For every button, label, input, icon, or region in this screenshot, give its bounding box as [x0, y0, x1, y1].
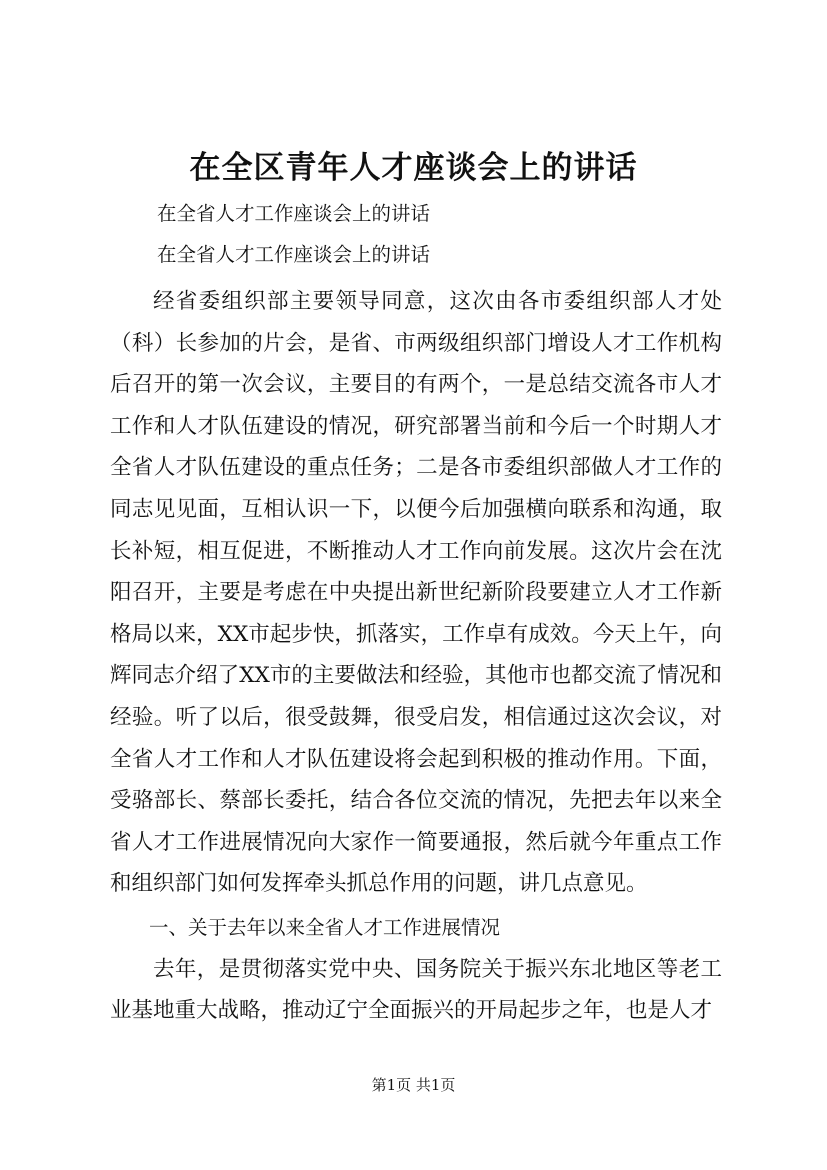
- section-heading: 一、关于去年以来全省人才工作进展情况: [149, 915, 501, 939]
- document-title: 在全区青年人才座谈会上的讲话: [189, 150, 638, 186]
- subtitle-line-1: 在全省人才工作座谈会上的讲话: [157, 202, 431, 225]
- body-paragraph-intro: 经省委组织部主要领导同意，这次由各市委组织部人才处（科）长参加的片会，是省、市两级组织部门增设人才工作机构后召开的第一次会议，主要目的有两个，一是总结交流各市人才工作和人才队伍建设的情况，研究部署当前和今后一个时期人才全省人才队伍建设的重点任务；二是各市委组织部做人才工作的同志见见面，互相认识一下，以便今后加强横向联系和沟通，取长补短，相互促进，不断推动人才工作向前发展。这次片会在沈阳召开，主要是考虑在中央提出新世纪新阶段要建立人才工作新格局以来，XX市起步快，抓落实，工作卓有成效。今天上午，向辉同志介绍了XX市的主要做法和经验，其他市也都交流了情况和经验。听了以后，很受鼓舞，很受启发，相信通过这次会议，对全省人才工作和人才队伍建设将会起到积极的推动作用。下面，受骆部长、蔡部长委托，结合各位交流的情况，先把去年以来全省人才工作进展情况向大家作一简要通报，然后就今年重点工作和组织部门如何发挥牵头抓总作用的问题，讲几点意见。: [110, 289, 722, 897]
- document-body: [110, 281, 722, 1032]
- page-footer: 第1页 共1页: [371, 1076, 456, 1094]
- subtitle-line-2: 在全省人才工作座谈会上的讲话: [157, 243, 431, 266]
- body-paragraph-progress: 去年，是贯彻落实党中央、国务院关于振兴东北地区等老工业基地重大战略，推动辽宁全面振兴的开局起步之年，也是人才: [110, 956, 722, 1024]
